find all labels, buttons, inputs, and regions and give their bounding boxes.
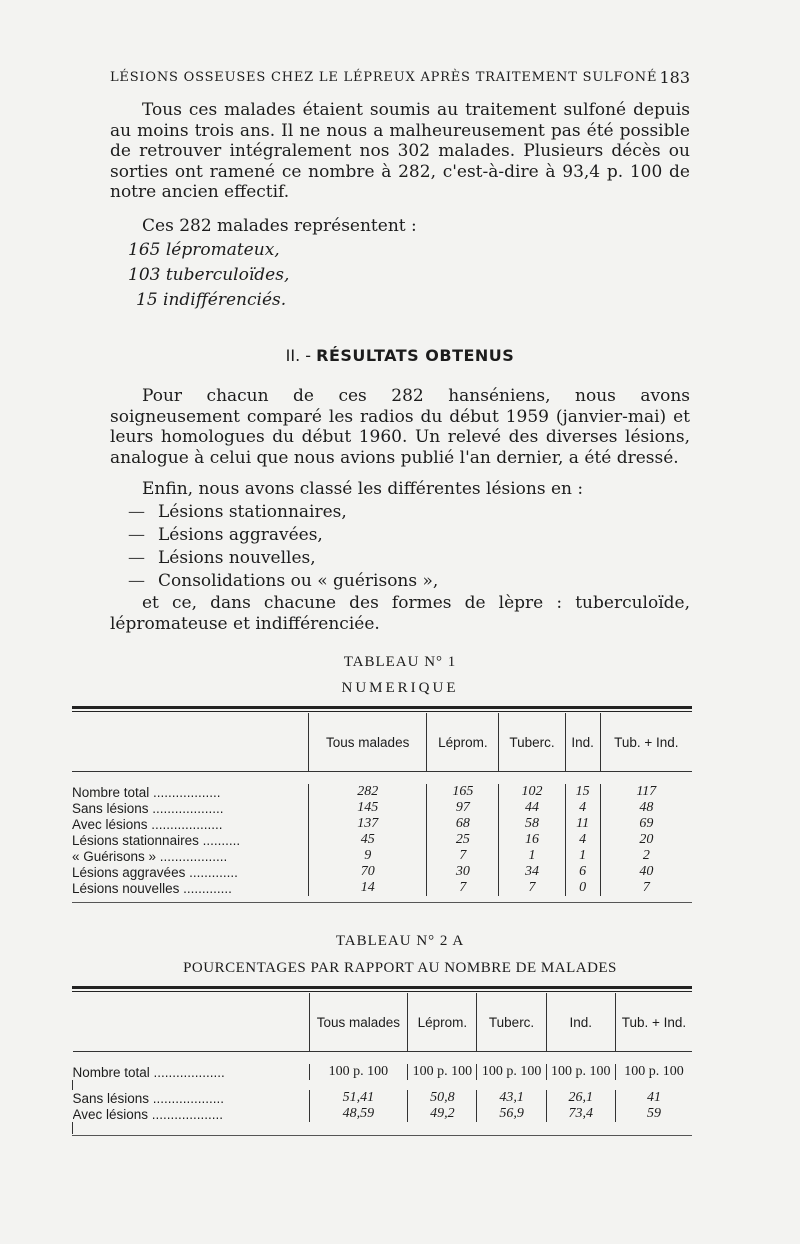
table-row: Sans lésions ................... 145 97 44 4 48 [72,800,692,816]
table1-title: TABLEAU N° 1 [343,654,457,670]
table2-header-all: Tous malades [309,993,408,1052]
table2-title: TABLEAU N° 2 A [335,933,465,949]
table1-subtitle: NUMERIQUE [341,680,459,696]
table2-header-tuberc: Tuberc. [477,993,546,1052]
group-indifferentiated: 15 indifférenciés. [136,290,287,310]
table-row: Avec lésions ................... 137 68 58 11 69 [72,816,692,832]
table1-top-rule [72,706,692,712]
table2-top-rule [72,986,692,992]
table1-header-all: Tous malades [309,713,427,772]
table-row: Lésions stationnaires .......... 45 25 16 4 20 [72,832,692,848]
table-row: « Guérisons » .................. 9 7 1 1 2 [72,848,692,864]
table2-header-tubind: Tub. + Ind. [615,993,692,1052]
table1-header-tubind: Tub. + Ind. [600,713,692,772]
table-row: Lésions nouvelles ............. 14 7 7 0 7 [72,880,692,896]
section-title: RÉSULTATS OBTENUS [316,346,515,365]
table2-header-leprom: Léprom. [408,993,477,1052]
table2-header-blank [73,993,310,1052]
table2-bottom-rule [72,1135,692,1136]
paragraph-2: Ces 282 malades représentent : [142,216,417,236]
group-tuberculoid: 103 tuberculoïdes, [128,265,290,285]
section-prefix: II. - [285,346,312,365]
paragraph-3: Pour chacun de ces 282 hanséniens, nous avons soigneusement comparé les radios du début 1959 (janvier-mai) et leurs homologues du début 1960. Un relevé des diverses lésions, analogue à celui que nous avions publié l'an dernier, a été dressé. [110,386,690,468]
table1-header-leprom: Léprom. [427,713,499,772]
table1-header-tuberc: Tuberc. [499,713,565,772]
section-heading [0,346,800,365]
table2 [72,993,692,1134]
table-row: Nombre total .................. 282 165 102 15 117 [72,784,692,800]
table1-bottom-rule [72,902,692,903]
table1-header-ind: Ind. [565,713,600,772]
list-item: — Consolidations ou « guérisons », [128,571,439,591]
paragraph-5: et ce, dans chacune des formes de lèpre : tuberculoïde, lépromateuse et indifférenciée. [110,593,690,634]
table-row: Lésions aggravées ............. 70 30 34 6 40 [72,864,692,880]
table1-header-blank [72,713,309,772]
list-item: — Lésions aggravées, [128,525,323,545]
header-title: LÉSIONS OSSEUSES CHEZ LE LÉPREUX APRÈS TRAITEMENT SULFONÉ [110,70,658,85]
table-row: Avec lésions ................... 48,59 49,2 56,9 73,4 59 [73,1106,693,1122]
table2-header-ind: Ind. [546,993,615,1052]
list-item: — Lésions stationnaires, [128,502,347,522]
group-lepromatous: 165 lépromateux, [128,240,280,260]
running-header [110,70,690,85]
table-row: Sans lésions ................... 51,41 50,8 43,1 26,1 41 [73,1090,693,1106]
page-number: 183 [659,68,690,87]
table1 [72,713,692,904]
table2-subtitle: POURCENTAGES PAR RAPPORT AU NOMBRE DE MALADES [183,960,617,976]
list-item: — Lésions nouvelles, [128,548,316,568]
table-row: Nombre total ................... 100 p. 100 100 p. 100 100 p. 100 100 p. 100 100 p. 100 [73,1064,693,1080]
paragraph-4: Enfin, nous avons classé les différentes lésions en : [142,479,584,499]
paragraph-1: Tous ces malades étaient soumis au traitement sulfoné depuis au moins trois ans. Il ne nous a malheureusement pas été possible de retrouver intégralement nos 302 malades. Plusieurs décès ou sorties ont ramené ce nombre à 282, c'est-à-dire à 93,4 p. 100 de notre ancien effectif. [110,100,690,202]
